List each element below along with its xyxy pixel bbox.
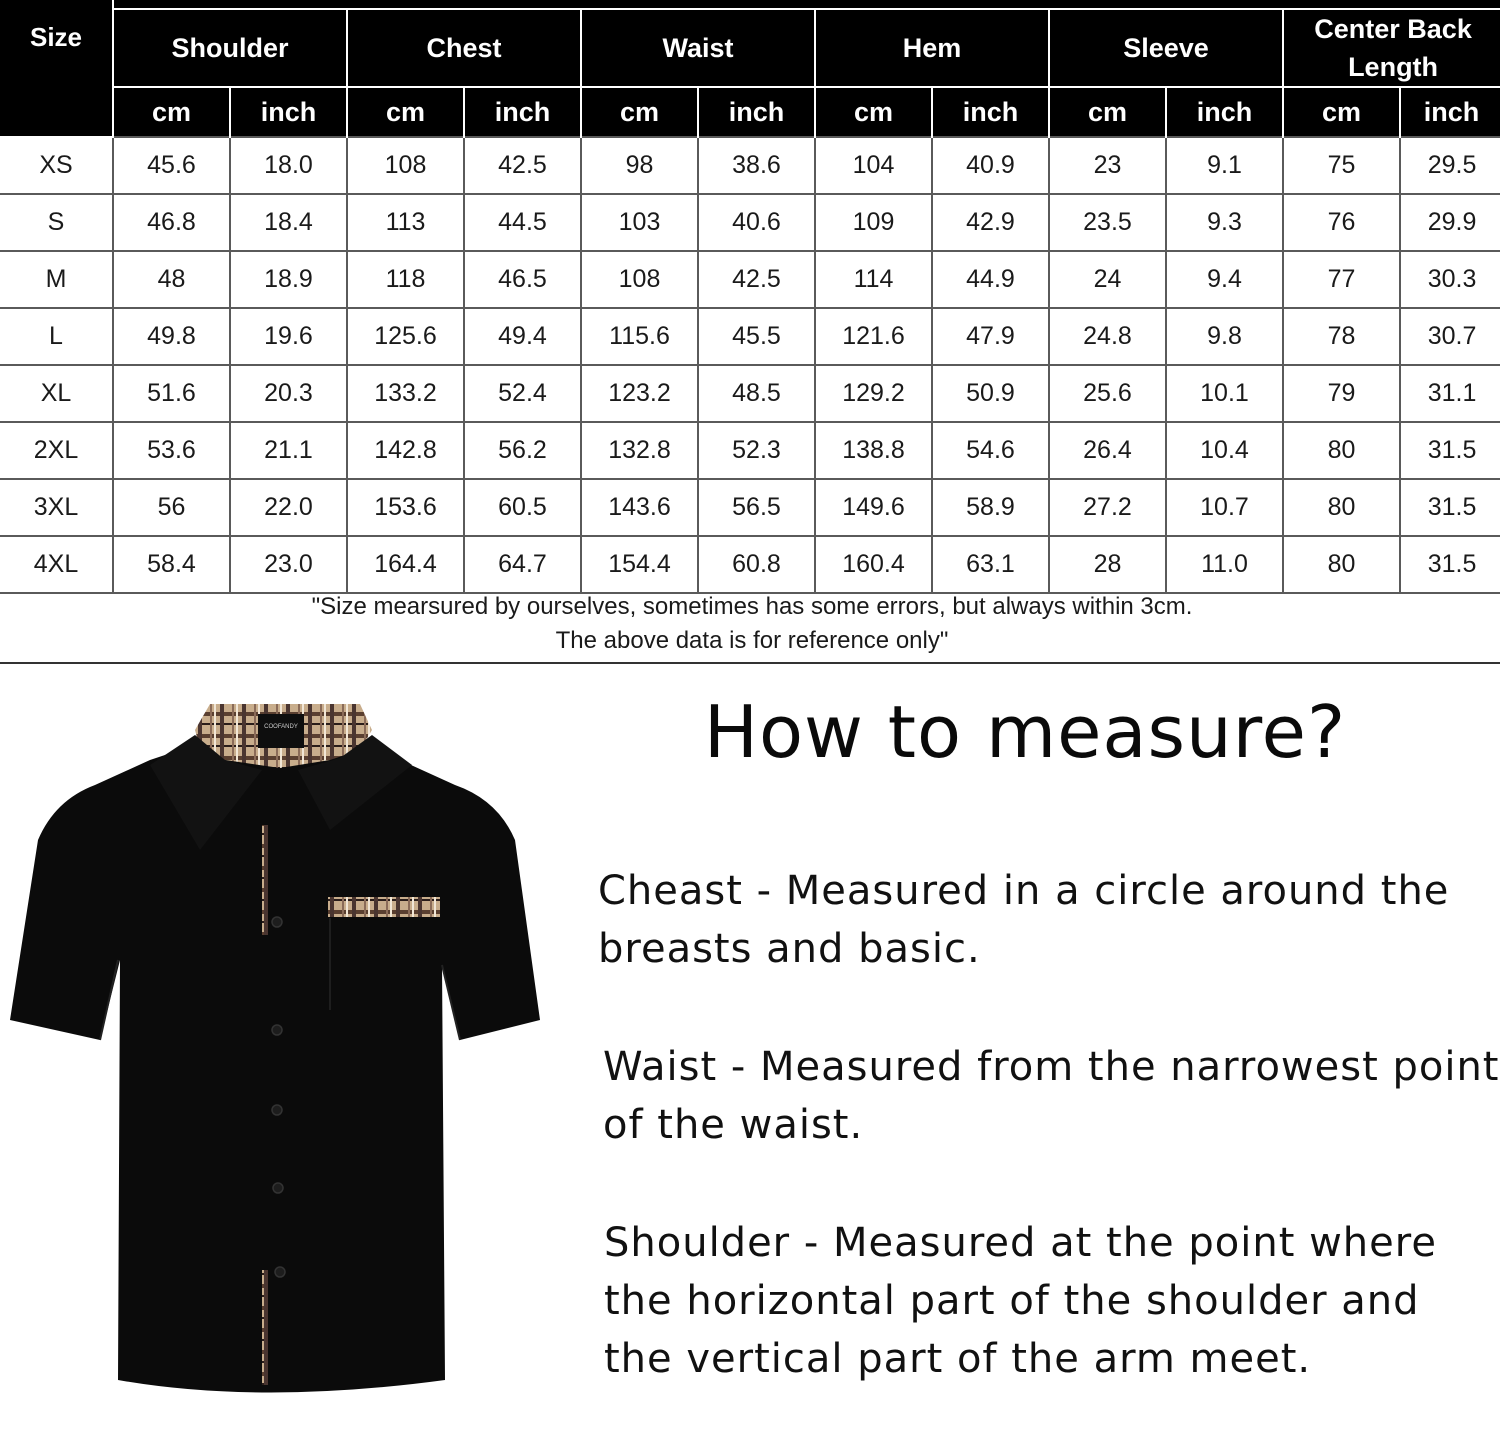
measurement-cell: 142.8 — [347, 422, 464, 479]
measurement-cell: 78 — [1283, 308, 1400, 365]
unit-header: cm — [1283, 87, 1400, 137]
measurement-cell: 53.6 — [113, 422, 230, 479]
note-line-2: The above data is for reference only" — [555, 627, 949, 654]
measurement-cell: 38.6 — [698, 137, 815, 194]
measurement-cell: 10.4 — [1166, 422, 1283, 479]
measurement-cell: 129.2 — [815, 365, 932, 422]
size-table-body — [0, 137, 1500, 593]
measurement-cell: 60.5 — [464, 479, 581, 536]
measurement-cell: 30.3 — [1400, 251, 1500, 308]
measurement-cell: 42.9 — [932, 194, 1049, 251]
measurement-cell: 52.4 — [464, 365, 581, 422]
table-row — [0, 308, 1500, 365]
measurement-cell: 11.0 — [1166, 536, 1283, 593]
measurement-cell: 54.6 — [932, 422, 1049, 479]
table-row — [0, 536, 1500, 593]
header-hem: Hem — [815, 9, 1049, 87]
measurement-cell: 30.7 — [1400, 308, 1500, 365]
measurement-cell: 153.6 — [347, 479, 464, 536]
measurement-cell: 164.4 — [347, 536, 464, 593]
how-to-measure-title: How to measure? — [703, 690, 1347, 774]
measurement-cell: 80 — [1283, 422, 1400, 479]
unit-header: cm — [815, 87, 932, 137]
unit-header: inch — [932, 87, 1049, 137]
button — [275, 1267, 285, 1277]
header-top-strip — [113, 0, 1500, 9]
header-cbl-line2: Length — [1348, 52, 1439, 82]
measurement-cell: 44.5 — [464, 194, 581, 251]
size-header: Size — [0, 0, 113, 137]
measurement-cell: 49.4 — [464, 308, 581, 365]
header-chest: Chest — [347, 9, 581, 87]
measurement-cell: 109 — [815, 194, 932, 251]
measurement-cell: 104 — [815, 137, 932, 194]
unit-header: cm — [113, 87, 230, 137]
measurement-cell: 42.5 — [698, 251, 815, 308]
measurement-cell: 51.6 — [113, 365, 230, 422]
size-label-cell: M — [0, 251, 113, 308]
measurement-cell: 23.0 — [230, 536, 347, 593]
measurement-cell: 28 — [1049, 536, 1166, 593]
measurement-cell: 29.5 — [1400, 137, 1500, 194]
measurement-cell: 23 — [1049, 137, 1166, 194]
measurement-cell: 46.5 — [464, 251, 581, 308]
measurement-cell: 113 — [347, 194, 464, 251]
measurement-cell: 44.9 — [932, 251, 1049, 308]
measurement-cell: 19.6 — [230, 308, 347, 365]
measurement-cell: 154.4 — [581, 536, 698, 593]
header-center-back-length — [1283, 9, 1500, 87]
unit-header: cm — [1049, 87, 1166, 137]
measurement-cell: 160.4 — [815, 536, 932, 593]
table-row — [0, 422, 1500, 479]
measurement-cell: 48.5 — [698, 365, 815, 422]
shoulder-line-3: the vertical part of the arm meet. — [604, 1336, 1312, 1382]
measurement-cell: 98 — [581, 137, 698, 194]
size-label-cell: XL — [0, 365, 113, 422]
shirt-illustration — [0, 690, 560, 1430]
header-sleeve: Sleeve — [1049, 9, 1283, 87]
measurement-note — [0, 590, 1500, 664]
measurement-cell: 64.7 — [464, 536, 581, 593]
chest-description — [598, 862, 1449, 978]
measurement-cell: 22.0 — [230, 479, 347, 536]
chest-line-2: breasts and basic. — [598, 926, 981, 972]
measurement-cell: 24.8 — [1049, 308, 1166, 365]
measurement-cell: 60.8 — [698, 536, 815, 593]
measurement-cell: 56 — [113, 479, 230, 536]
measurement-cell: 58.9 — [932, 479, 1049, 536]
measurement-cell: 80 — [1283, 536, 1400, 593]
measurement-cell: 46.8 — [113, 194, 230, 251]
measurement-cell: 56.2 — [464, 422, 581, 479]
measurement-cell: 123.2 — [581, 365, 698, 422]
placket-plaid-bottom — [262, 1270, 268, 1385]
unit-header: inch — [1166, 87, 1283, 137]
size-label-cell: XS — [0, 137, 113, 194]
measurement-cell: 21.1 — [230, 422, 347, 479]
unit-header: inch — [698, 87, 815, 137]
measurement-cell: 103 — [581, 194, 698, 251]
measurement-cell: 138.8 — [815, 422, 932, 479]
measurement-cell: 75 — [1283, 137, 1400, 194]
waist-line-2: of the waist. — [603, 1102, 864, 1148]
button — [273, 1183, 283, 1193]
measurement-cell: 52.3 — [698, 422, 815, 479]
size-table — [0, 0, 1500, 594]
measurement-cell: 50.9 — [932, 365, 1049, 422]
measurement-cell: 31.5 — [1400, 536, 1500, 593]
measurement-cell: 132.8 — [581, 422, 698, 479]
measurement-cell: 45.6 — [113, 137, 230, 194]
waist-description — [603, 1038, 1500, 1154]
measurement-cell: 40.9 — [932, 137, 1049, 194]
measurement-cell: 26.4 — [1049, 422, 1166, 479]
measurement-cell: 9.8 — [1166, 308, 1283, 365]
measurement-cell: 121.6 — [815, 308, 932, 365]
shoulder-description — [604, 1214, 1437, 1388]
pocket-flap — [328, 897, 440, 917]
size-label-cell: S — [0, 194, 113, 251]
measurement-cell: 9.1 — [1166, 137, 1283, 194]
unit-header: inch — [464, 87, 581, 137]
measurement-cell: 108 — [347, 137, 464, 194]
measurement-cell: 63.1 — [932, 536, 1049, 593]
measurement-cell: 48 — [113, 251, 230, 308]
measurement-cell: 23.5 — [1049, 194, 1166, 251]
measurement-cell: 18.0 — [230, 137, 347, 194]
button — [272, 1025, 282, 1035]
chest-line-1: Cheast - Measured in a circle around the — [598, 868, 1450, 914]
header-shoulder: Shoulder — [113, 9, 347, 87]
measurement-cell: 42.5 — [464, 137, 581, 194]
measurement-cell: 115.6 — [581, 308, 698, 365]
measurement-cell: 31.5 — [1400, 479, 1500, 536]
button — [272, 1105, 282, 1115]
header-cbl-line1: Center Back — [1314, 14, 1472, 44]
placket-plaid-top — [262, 825, 268, 935]
measurement-cell: 133.2 — [347, 365, 464, 422]
size-label-cell: 2XL — [0, 422, 113, 479]
size-label-cell: 4XL — [0, 536, 113, 593]
button — [272, 917, 282, 927]
shirt-body — [10, 745, 540, 1393]
size-chart — [0, 0, 1500, 664]
measurement-cell: 108 — [581, 251, 698, 308]
shoulder-line-1: Shoulder - Measured at the point where — [604, 1220, 1437, 1266]
measurement-cell: 58.4 — [113, 536, 230, 593]
measurement-cell: 79 — [1283, 365, 1400, 422]
neck-label — [258, 714, 304, 748]
measurement-cell: 77 — [1283, 251, 1400, 308]
measurement-cell: 114 — [815, 251, 932, 308]
measurement-cell: 80 — [1283, 479, 1400, 536]
note-line-1: "Size mearsured by ourselves, sometimes has some errors, but always within 3cm. — [311, 593, 1193, 620]
measurement-cell: 31.5 — [1400, 422, 1500, 479]
measurement-cell: 9.4 — [1166, 251, 1283, 308]
table-row — [0, 194, 1500, 251]
measurement-cell: 118 — [347, 251, 464, 308]
size-label-cell: 3XL — [0, 479, 113, 536]
measurement-cell: 45.5 — [698, 308, 815, 365]
measurement-cell: 149.6 — [815, 479, 932, 536]
unit-header: cm — [347, 87, 464, 137]
table-row — [0, 137, 1500, 194]
measurement-cell: 27.2 — [1049, 479, 1166, 536]
measurement-cell: 40.6 — [698, 194, 815, 251]
shoulder-line-2: the horizontal part of the shoulder and — [604, 1278, 1420, 1324]
measurement-cell: 31.1 — [1400, 365, 1500, 422]
measurement-cell: 125.6 — [347, 308, 464, 365]
unit-header: inch — [1400, 87, 1500, 137]
measurement-cell: 10.7 — [1166, 479, 1283, 536]
measurement-cell: 143.6 — [581, 479, 698, 536]
table-row — [0, 479, 1500, 536]
neck-label-text: COOFANDY — [264, 724, 298, 730]
measurement-cell: 47.9 — [932, 308, 1049, 365]
measurement-cell: 9.3 — [1166, 194, 1283, 251]
measurement-cell: 76 — [1283, 194, 1400, 251]
size-label-cell: L — [0, 308, 113, 365]
unit-header: cm — [581, 87, 698, 137]
measurement-cell: 10.1 — [1166, 365, 1283, 422]
table-row — [0, 251, 1500, 308]
measurement-cell: 18.9 — [230, 251, 347, 308]
table-row — [0, 365, 1500, 422]
waist-line-1: Waist - Measured from the narrowest point — [603, 1044, 1500, 1090]
unit-header: inch — [230, 87, 347, 137]
measurement-cell: 29.9 — [1400, 194, 1500, 251]
measurement-cell: 18.4 — [230, 194, 347, 251]
measurement-cell: 20.3 — [230, 365, 347, 422]
measurement-cell: 24 — [1049, 251, 1166, 308]
measurement-cell: 56.5 — [698, 479, 815, 536]
header-waist: Waist — [581, 9, 815, 87]
measurement-cell: 49.8 — [113, 308, 230, 365]
measurement-cell: 25.6 — [1049, 365, 1166, 422]
